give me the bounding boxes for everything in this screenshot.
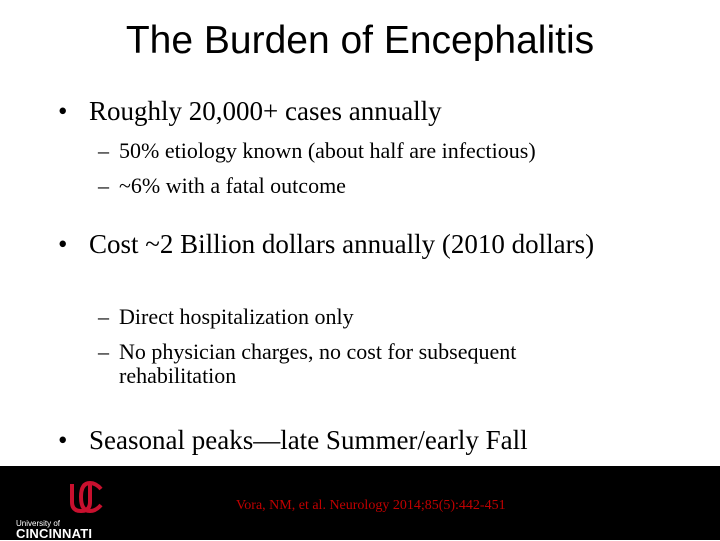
bullet-item xyxy=(58,424,658,457)
bullet-text: Cost ~2 Billion dollars annually (2010 dollars) xyxy=(89,229,595,259)
citation-text: Vora, NM, et al. Neurology 2014;85(5):442-451 xyxy=(236,498,506,513)
logo-name: CINCINNATI xyxy=(16,526,93,541)
bullet-icon: • xyxy=(58,96,68,126)
dash-icon: – xyxy=(98,304,109,329)
bullet-text: Roughly 20,000+ cases annually xyxy=(89,96,442,126)
sub-bullet-text: No physician charges, no cost for subsequent rehabilitation xyxy=(119,339,517,388)
sub-bullet-text: 50% etiology known (about half are infectious) xyxy=(119,138,536,163)
footer-bar xyxy=(0,466,720,540)
uc-monogram-icon xyxy=(68,480,104,514)
sub-bullet-text: Direct hospitalization only xyxy=(119,304,354,329)
sub-bullet-item xyxy=(98,174,658,198)
university-logo xyxy=(16,480,126,541)
sub-bullet-item xyxy=(98,340,638,388)
sub-bullet-item xyxy=(98,305,658,329)
dash-icon: – xyxy=(98,138,109,163)
sub-bullet-item xyxy=(98,139,658,163)
dash-icon: – xyxy=(98,173,109,198)
bullet-item xyxy=(58,228,598,261)
bullet-icon: • xyxy=(58,425,68,455)
logo-small-text: University of xyxy=(16,519,61,528)
bullet-icon: • xyxy=(58,229,68,259)
bullet-item xyxy=(58,95,658,128)
slide-title: The Burden of Encephalitis xyxy=(125,19,595,62)
dash-icon: – xyxy=(98,339,109,364)
sub-bullet-text: ~6% with a fatal outcome xyxy=(119,173,346,198)
bullet-text: Seasonal peaks—late Summer/early Fall xyxy=(89,425,528,455)
